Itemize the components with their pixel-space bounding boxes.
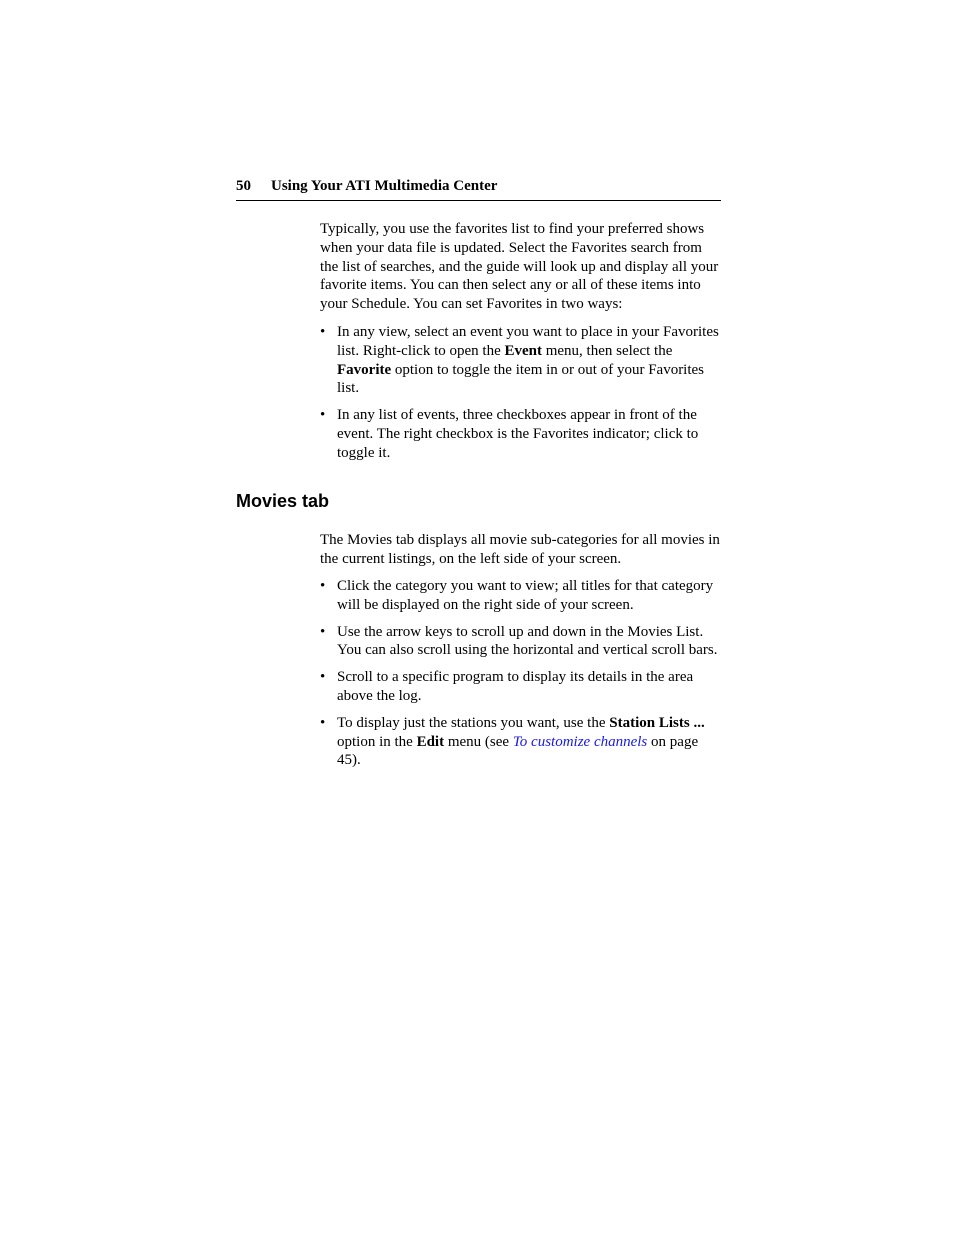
list-item: • Use the arrow keys to scroll up and down in the Movies List. You can also scroll using the horizontal and vertical scroll bars. <box>320 623 718 659</box>
bullet-icon: • <box>320 623 326 640</box>
bullet-icon: • <box>320 669 326 686</box>
bullet-icon: • <box>320 324 326 340</box>
list-item: • Scroll to a specific program to display its details in the area above the log. <box>320 669 694 704</box>
favorites-bullet-list <box>320 323 722 471</box>
movies-bullet-list <box>320 577 722 778</box>
list-item: • In any view, select an event you want to place in your Favorites list. Right-click to open the Event menu, then select the Favorite option to toggle the item in or out of your Favorites list. <box>320 324 719 397</box>
page-number: 50 <box>236 178 251 194</box>
movies-paragraph: The Movies tab displays all movie sub-categories for all movies in the current listings, on the left side of your screen. <box>320 532 720 567</box>
customize-channels-link[interactable]: To customize channels <box>512 733 648 750</box>
bullet-icon: • <box>320 714 326 731</box>
running-title: Using Your ATI Multimedia Center <box>271 178 498 194</box>
edit-menu-ref: Edit <box>416 733 445 750</box>
list-item: • To display just the stations you want, use the Station Lists ... option in the Edit menu (see To customize channels on page 45). <box>320 714 705 769</box>
bullet-icon: • <box>320 407 326 424</box>
list-item: • Click the category you want to view; all titles for that category will be displayed on the right side of your screen. <box>320 578 714 613</box>
section-heading-movies-tab: Movies tab <box>236 491 330 511</box>
intro-paragraph: Typically, you use the favorites list to find your preferred shows when your data file is updated. Select the Favorites search from the list of searches, and the guide will look up and display all your favorite items. You can then select any or all of these items into your Schedule. You can set Favorites in two ways: <box>320 221 719 313</box>
running-header <box>236 177 721 201</box>
station-lists-option-ref: Station Lists ... <box>609 714 705 731</box>
favorite-option-ref: Favorite <box>337 361 392 378</box>
list-item: • In any list of events, three checkboxes appear in front of the event. The right checkbox is the Favorites indicator; click to toggle it. <box>320 407 699 461</box>
bullet-icon: • <box>320 578 326 594</box>
event-menu-ref: Event <box>504 342 542 359</box>
